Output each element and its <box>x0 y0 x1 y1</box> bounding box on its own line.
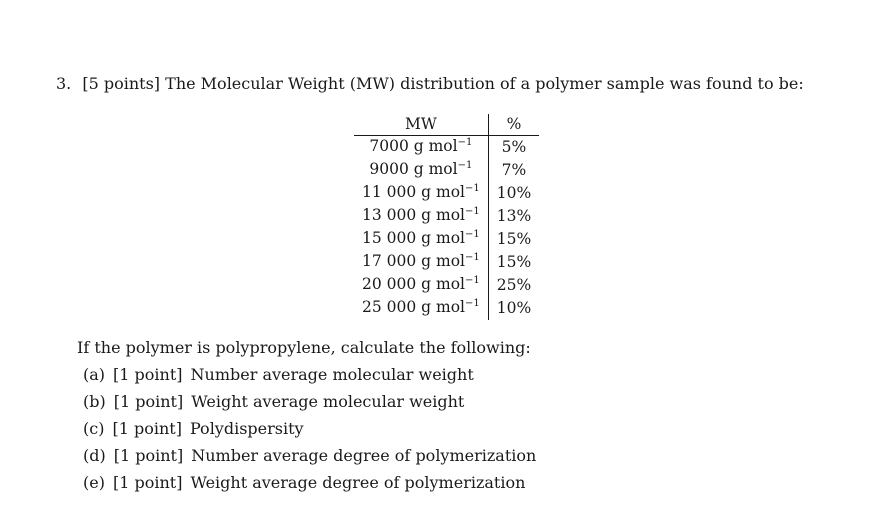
mw-cell: 25 000 g mol$^{-1}$ <box>354 297 488 320</box>
part-label: (d) <box>83 446 106 465</box>
mw-cell: 20 000 g mol$^{-1}$ <box>354 274 488 297</box>
part-points: [1 point] <box>112 473 183 492</box>
part-text: Weight average molecular weight <box>191 392 465 411</box>
mw-cell: 9000 g mol$^{-1}$ <box>354 159 488 182</box>
question-part <box>83 365 536 392</box>
mw-cell: 17 000 g mol$^{-1}$ <box>354 251 488 274</box>
part-label: (b) <box>83 392 106 411</box>
table-row <box>354 136 539 160</box>
problem-points: [5 points] <box>82 74 161 93</box>
header-mw: MW <box>354 114 488 136</box>
percent-cell: 10% <box>496 299 532 317</box>
part-text: Polydispersity <box>189 419 304 438</box>
mw-cell: 15 000 g mol$^{-1}$ <box>354 228 488 251</box>
part-label: (a) <box>83 365 106 384</box>
instructions-text: If the polymer is polypropylene, calculate the following: <box>77 338 531 357</box>
question-part <box>83 419 536 446</box>
table-row <box>354 297 539 320</box>
percent-cell: 25% <box>496 276 532 294</box>
header-percent: % <box>488 114 539 136</box>
part-label: (e) <box>83 473 105 492</box>
percent-cell: 5% <box>501 138 527 156</box>
question-part <box>83 392 536 419</box>
percent-cell: 10% <box>496 184 532 202</box>
table-row <box>354 205 539 228</box>
mw-cell: 11 000 g mol$^{-1}$ <box>354 182 488 205</box>
mw-cell: 7000 g mol$^{-1}$ <box>354 136 488 160</box>
part-points: [1 point] <box>112 419 182 438</box>
problem-text: The Molecular Weight (MW) distribution of a polymer sample was found to be: <box>165 74 804 93</box>
percent-cell: 15% <box>496 230 532 248</box>
part-text: Number average molecular weight <box>190 365 474 384</box>
mw-distribution-table <box>354 114 539 320</box>
table-row <box>354 159 539 182</box>
mw-distribution-table-wrap <box>354 114 539 320</box>
table-row <box>354 274 539 297</box>
question-parts-list <box>83 365 536 500</box>
percent-cell: 13% <box>496 207 532 225</box>
table-header-row <box>354 114 539 136</box>
part-text: Number average degree of polymerization <box>191 446 537 465</box>
mw-cell: 13 000 g mol$^{-1}$ <box>354 205 488 228</box>
table-row <box>354 228 539 251</box>
percent-cell: 7% <box>501 161 527 179</box>
table-row <box>354 182 539 205</box>
part-points: [1 point] <box>113 365 183 384</box>
question-part <box>83 473 536 500</box>
table-row <box>354 251 539 274</box>
part-label: (c) <box>83 419 105 438</box>
part-points: [1 point] <box>113 446 184 465</box>
part-text: Weight average degree of polymerization <box>190 473 526 492</box>
problem-statement <box>56 74 804 93</box>
question-part <box>83 446 536 473</box>
part-points: [1 point] <box>113 392 184 411</box>
percent-cell: 15% <box>496 253 532 271</box>
problem-number: 3. <box>56 74 72 93</box>
